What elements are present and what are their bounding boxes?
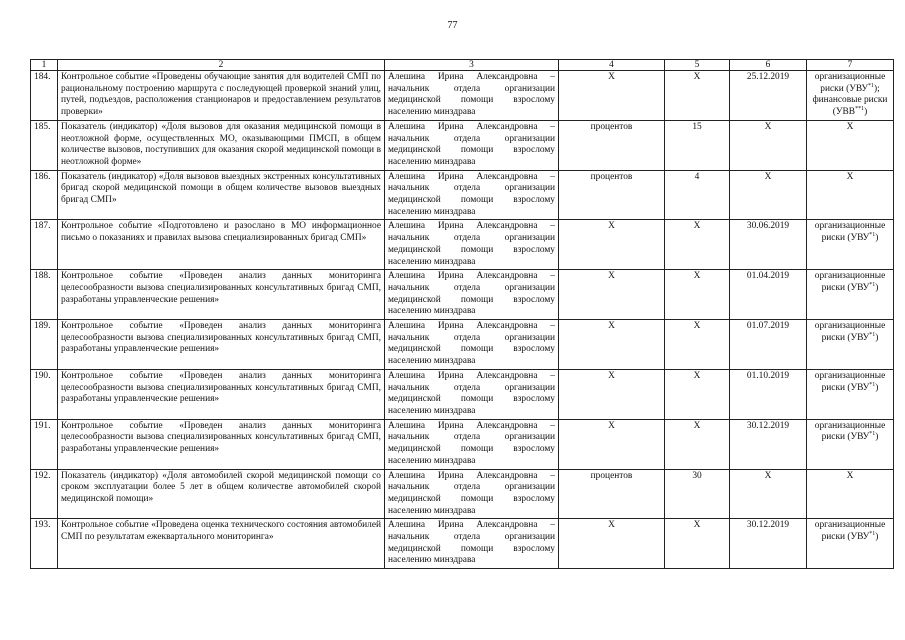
risk-footnote-mark: *1 xyxy=(869,331,876,338)
risk-footnote-mark: *1 xyxy=(869,431,876,438)
row-value: 30 xyxy=(665,469,730,519)
row-risk xyxy=(807,120,894,170)
risk-text: организационные риски (УВУ xyxy=(814,420,886,443)
header-cell: 5 xyxy=(665,60,730,71)
risk-text: организационные риски (УВУ xyxy=(814,321,886,343)
row-responsible: Алешина Ирина Александровна – начальник отдела организации медицинской помощи взрослому населению минздрава xyxy=(385,71,559,121)
header-row xyxy=(31,60,894,71)
row-responsible: Алешина Ирина Александровна – начальник отдела организации медицинской помощи взрослому населению минздрава xyxy=(385,419,559,469)
risk-line xyxy=(810,122,890,134)
risk-footnote-mark: *1 xyxy=(867,82,874,89)
table-row xyxy=(31,170,894,220)
row-value: Х xyxy=(665,369,730,419)
table-row xyxy=(31,320,894,370)
risk-line xyxy=(810,371,890,394)
risk-text: Х xyxy=(846,470,854,481)
risk-footnote-mark: *1 xyxy=(869,530,876,537)
row-number: 191. xyxy=(31,419,58,469)
risk-line xyxy=(810,72,890,95)
row-date: Х xyxy=(730,170,807,220)
risk-text-end: ) xyxy=(875,382,879,393)
risk-text: организационные риски (УВУ xyxy=(814,370,886,393)
row-date: 01.10.2019 xyxy=(730,369,807,419)
row-risk xyxy=(807,71,894,121)
table-row xyxy=(31,519,894,569)
table-row xyxy=(31,469,894,519)
row-unit: Х xyxy=(559,71,665,121)
row-number: 188. xyxy=(31,270,58,320)
risk-text: Х xyxy=(846,121,854,132)
header-cell: 7 xyxy=(807,60,894,71)
row-description: Показатель (индикатор) «Доля автомобилей скорой медицинской помощи со сроком эксплуатации более 5 лет в общем количестве автомобилей скорой медицинской помощи» xyxy=(58,469,385,519)
row-unit: процентов xyxy=(559,170,665,220)
row-responsible: Алешина Ирина Александровна – начальник отдела организации медицинской помощи взрослому населению минздрава xyxy=(385,270,559,320)
row-description: Контрольное событие «Проведены обучающие занятия для водителей СМП по рациональному построению маршрута с последующей проверкой знаний улиц, путей, подъездов, расположения станционаров и предоставлением результатов проверки» xyxy=(58,71,385,121)
risk-line xyxy=(810,221,890,244)
risk-footnote-mark: *1 xyxy=(869,281,876,288)
risk-line xyxy=(810,271,890,294)
row-responsible: Алешина Ирина Александровна – начальник отдела организации медицинской помощи взрослому населению минздрава xyxy=(385,220,559,270)
row-number: 193. xyxy=(31,519,58,569)
risk-text: организационные риски (УВУ xyxy=(814,221,886,244)
row-description: Показатель (индикатор) «Доля вызовов выездных экстренных консультативных бригад скорой медицинской помощи в общем количестве вызовов выездных бригад СМП» xyxy=(58,170,385,220)
risk-text: Х xyxy=(846,171,854,182)
row-description: Показатель (индикатор) «Доля вызовов для оказания медицинской помощи в неотложной форме, осуществленных МО, оказывающими ПМСП, в общем количестве вызовов, поступивших для оказания скорой медицинской помощи в неотложной форме» xyxy=(58,120,385,170)
table-row xyxy=(31,419,894,469)
row-unit: процентов xyxy=(559,469,665,519)
row-responsible: Алешина Ирина Александровна – начальник отдела организации медицинской помощи взрослому населению минздрава xyxy=(385,170,559,220)
row-unit: Х xyxy=(559,220,665,270)
row-date: 30.06.2019 xyxy=(730,220,807,270)
risk-text-end: ) xyxy=(864,107,868,118)
risk-footnote-mark: *1 xyxy=(869,232,876,239)
header-cell: 6 xyxy=(730,60,807,71)
row-value: 15 xyxy=(665,120,730,170)
row-unit: Х xyxy=(559,369,665,419)
row-number: 185. xyxy=(31,120,58,170)
table-row xyxy=(31,369,894,419)
page-number: 77 xyxy=(447,20,458,31)
row-risk xyxy=(807,170,894,220)
risk-line xyxy=(810,172,890,184)
risk-text-end: ) xyxy=(875,332,879,343)
header-cell: 4 xyxy=(559,60,665,71)
risk-line xyxy=(810,95,890,118)
row-risk xyxy=(807,519,894,569)
risk-text-end: ) xyxy=(875,282,879,293)
row-unit: процентов xyxy=(559,120,665,170)
row-value: Х xyxy=(665,71,730,121)
risk-text: организационные риски (УВУ xyxy=(814,72,886,94)
row-date: Х xyxy=(730,469,807,519)
row-responsible: Алешина Ирина Александровна – начальник отдела организации медицинской помощи взрослому населению минздрава xyxy=(385,369,559,419)
row-description: Контрольное событие «Подготовлено и разослано в МО информационное письмо о показаниях и правилах вызова специализированных бригад СМП» xyxy=(58,220,385,270)
row-date: Х xyxy=(730,120,807,170)
row-number: 187. xyxy=(31,220,58,270)
row-responsible: Алешина Ирина Александровна – начальник отдела организации медицинской помощи взрослому населению минздрава xyxy=(385,320,559,370)
header-cell: 3 xyxy=(385,60,559,71)
risk-line xyxy=(810,421,890,444)
table-row xyxy=(31,71,894,121)
risk-footnote-mark: *1 xyxy=(869,381,876,388)
row-risk xyxy=(807,419,894,469)
row-value: Х xyxy=(665,270,730,320)
risk-text-end: ) xyxy=(875,532,879,543)
row-date: 01.07.2019 xyxy=(730,320,807,370)
row-risk xyxy=(807,220,894,270)
row-value: Х xyxy=(665,519,730,569)
plan-table xyxy=(30,59,894,569)
risk-text: финансовые риски (УВВ xyxy=(812,95,888,118)
row-description: Контрольное событие «Проведен анализ данных мониторинга целесообразности вызова специализированных консультативных бригад СМП, разработаны управленческие решения» xyxy=(58,270,385,320)
row-date: 01.04.2019 xyxy=(730,270,807,320)
row-date: 25.12.2019 xyxy=(730,71,807,121)
row-risk xyxy=(807,369,894,419)
row-responsible: Алешина Ирина Александровна – начальник отдела организации медицинской помощи взрослому населению минздрава xyxy=(385,120,559,170)
row-number: 189. xyxy=(31,320,58,370)
table-row xyxy=(31,220,894,270)
row-unit: Х xyxy=(559,519,665,569)
row-value: 4 xyxy=(665,170,730,220)
row-date: 30.12.2019 xyxy=(730,519,807,569)
row-responsible: Алешина Ирина Александровна – начальник отдела организации медицинской помощи взрослому населению минздрава xyxy=(385,519,559,569)
risk-text-end: ); xyxy=(873,83,880,94)
row-risk xyxy=(807,320,894,370)
row-risk xyxy=(807,270,894,320)
risk-text-end: ) xyxy=(875,233,879,244)
risk-line xyxy=(810,471,890,483)
risk-line xyxy=(810,520,890,543)
row-number: 186. xyxy=(31,170,58,220)
row-date: 30.12.2019 xyxy=(730,419,807,469)
row-number: 190. xyxy=(31,369,58,419)
risk-text: организационные риски (УВУ xyxy=(814,520,886,543)
risk-text-end: ) xyxy=(875,432,879,443)
row-unit: Х xyxy=(559,270,665,320)
table-row xyxy=(31,120,894,170)
risk-text: организационные риски (УВУ xyxy=(814,271,886,293)
table-row xyxy=(31,270,894,320)
risk-line xyxy=(810,321,890,344)
row-unit: Х xyxy=(559,320,665,370)
row-responsible: Алешина Ирина Александровна – начальник отдела организации медицинской помощи взрослому населению минздрава xyxy=(385,469,559,519)
row-description: Контрольное событие «Проведен анализ данных мониторинга целесообразности вызова специализированных консультативных бригад СМП, разработаны управленческие решения» xyxy=(58,419,385,469)
risk-footnote-mark: **1 xyxy=(855,105,865,112)
row-description: Контрольное событие «Проведен анализ данных мониторинга целесообразности вызова специализированных консультативных бригад СМП, разработаны управленческие решения» xyxy=(58,320,385,370)
header-cell: 1 xyxy=(31,60,58,71)
row-risk xyxy=(807,469,894,519)
header-cell: 2 xyxy=(58,60,385,71)
row-value: Х xyxy=(665,220,730,270)
row-number: 192. xyxy=(31,469,58,519)
row-unit: Х xyxy=(559,419,665,469)
row-value: Х xyxy=(665,320,730,370)
row-description: Контрольное событие «Проведена оценка технического состояния автомобилей СМП по результатам ежеквартального мониторинга» xyxy=(58,519,385,569)
row-number: 184. xyxy=(31,71,58,121)
row-value: Х xyxy=(665,419,730,469)
row-description: Контрольное событие «Проведен анализ данных мониторинга целесообразности вызова специализированных консультативных бригад СМП, разработаны управленческие решения» xyxy=(58,369,385,419)
